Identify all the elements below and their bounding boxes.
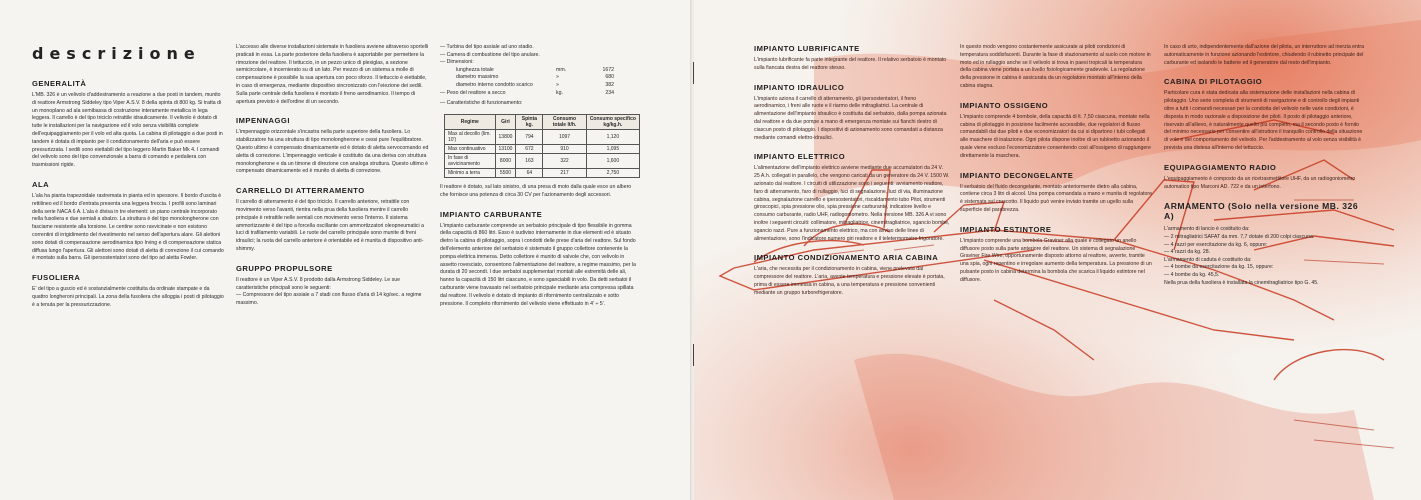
dim-value: 1672 xyxy=(602,66,614,73)
lubrificante-text: L'impianto lubrificante fa parte integrante del reattore. Il relativo serbatoio è montato sulla fiancata destra del reattore stesso. xyxy=(754,57,947,71)
dim-value: 680 xyxy=(605,74,614,81)
left-column-3 xyxy=(440,44,640,308)
right-column-3 xyxy=(1164,44,1366,287)
peso-value: 234 xyxy=(605,89,614,96)
dim-value: 382 xyxy=(605,81,614,88)
page-title: descrizione xyxy=(32,44,201,63)
cabin-conditions-text: In questo modo vengono costantemente assicurate ai piloti condizioni di temperatura soddisfacenti. Durante la fase di stazionamento al suolo con motore in moto ed in rullaggio anche se il velivolo si trova in paesi tropicali la temperatura della cabina viene portata a un livello fisiologicamente gradevole. La regolazione della pressione in cabina è assicurata da un regolatore montato all'interno della cabina stagna. xyxy=(960,44,1151,89)
table-row xyxy=(445,153,640,168)
left-column-2 xyxy=(236,44,430,308)
dim-unit: » xyxy=(556,74,559,81)
impennaggi-heading: IMPENNAGGI xyxy=(236,116,290,126)
idraulico-text: L'impianto aziona il carrello di atterramento, gli ipersostentatori, il freno aerodinamico, i freni alle ruote e il riarmo delle mitragliatrici. La centrale di alimentazione dell'impianto idraulico è costituita dal serbatoio, dalla pompa azionata dal reattore e da due pompe a mano di emergenza montate sui fianchi destro di ciascun posto di pilotaggio. I dispositivi di azionamento sono comandati a distanza mediante comandi elettro-idraulici. xyxy=(754,95,947,141)
crash-switch-text: In caso di urto, indipendentemente dall'azione del pilota, un interruttore ad inerzia entra automaticamente in funzione azionando l'estintore, chiudendo il rubinetto principale del carburante ed isolando le batterie ed il generatore dal resto dell'impianto. xyxy=(1164,44,1364,66)
ala-text: L'ala ha pianta trapezoidale rastremata in pianta ed in spessore. Il bordo d'uscita è rettilineo ed il bordo d'entrata presenta una leggera freccia. I profili sono laminari della serie NACA 6 A. L'ala è divisa in tre elementi: un piano centrale incorporato nella fusoliera e due semiali a sbalzo. La struttura è del tipo monolongherone con fasciame resistente alla torsione. Le centine sono ravvicinate e non esistono correntini di irrigidimento del rivestimento nel senso dell'apertura alare. Gli alettoni sono dotati di compensazione aerodinamica tipo Irving e di compensazione statica diffusa lungo l'apertura. Gli alettoni sono dotati di aletta di correzione il cui comando è montato sulla barra. Gli ipersostentatori sono del tipo ad aletta Fowler. xyxy=(32,192,224,262)
condizionamento-heading: IMPIANTO CONDIZIONAMENTO ARIA CABINA xyxy=(754,253,939,263)
accesso-text: L'accesso alle diverse installazioni sistemate in fusoliera avviene attraverso sportelli praticati in essa. La parte posteriore della fusoliera è asportabile per permettere la rimozione del reattore. Il tettuccio, in un pezzo unico di plexiglas, a sezione semicircolare, è incernierato su di un lato. Per mezzo di un sistema a molle di compensazione è possibile la sua apertura con poco sforzo. Il tettuccio è eiettabile, in caso di emergenza, mediante dispositivo sincronizzato con l'eiezione dei sedili. Sulla parte centrale della fusoliera è montato il freno aerodinamico. Il tempo di apertura previsto è dell'ordine di un secondo. xyxy=(236,44,429,105)
armamento-line: — 4 razzi per esercitazione da kg. 6, oppure: xyxy=(1164,241,1268,248)
table-cell: 672 xyxy=(516,144,543,153)
radio-text: L'equipaggiamento è composto da un ricetrasmettitore UHF, da un radiogoniometro automatico tipo Marconi AD. 722 e da un interfono. xyxy=(1164,175,1356,190)
idraulico-heading: IMPIANTO IDRAULICO xyxy=(754,82,845,92)
carrello-text: Il carrello di atterramento è del tipo triciclo. Il carrello anteriore, retrattile con movimento verso l'avanti, rientra nella prua della fusoliera mentre il carrello principale è retrattile nelle semiali con movimento verso l'interno. Il sistema ammortizzante è del tipo a forcella oscillante con ammortizzatori oleopneumatici a luci di trafilamento variabili. Le ruote del carrello principale sono munite di freni idraulici; la ruota del carrello anteriore è orientabile ed è munita di dispositivo anti-shimmy. xyxy=(236,199,424,252)
turbina-bullet: — Turbina del tipo assiale ad uno stadio. xyxy=(440,44,534,50)
table-cell: 1,600 xyxy=(586,153,639,168)
decongelante-text: Il serbatoio del fluido decongelante, montato anteriormente dietro alla cabina, contiene circa 3 litri di alcool. Una pompa comandata a mano e munita di regolatore è sistemata sul cruscotto. Il liquido può venire inviato tramite un ugello sulla superficie del parabrezza. xyxy=(960,183,1153,213)
table-header: Consumo totale lt/h. xyxy=(543,114,586,129)
dim-label: diametro massimo xyxy=(456,74,499,81)
dim-unit: » xyxy=(556,81,559,88)
table-header: Giri xyxy=(495,114,516,129)
propulsore-text: Il reattore è un Viper A.S.V. 8 prodotto dalla Armstrong Siddeley. Le sue caratteristiche principali sono le seguenti: xyxy=(236,276,400,291)
reattore-text: Il reattore è dotato, sul lato sinistro, di una presa di moto dalla quale esce un albero che fornisce una potenza di circa 30 CV per l'azionamento degli accessori. xyxy=(440,183,632,198)
table-row xyxy=(445,144,640,153)
estintore-text: L'impianto comprende una bombola Graviner alla quale è collegato un anello diffusore posto sulla parte anteriore del reattore. Un sistema di segnalazione Graviner Fire Wire, opportunamente disposto attorno al reattore, avverte, tramite una spia, ogni repentino e irregolare aumento della temperatura. La pressione di un pulsante posto in cabina determina la bombola che scarica il liquido estintore nel diffusore. xyxy=(960,237,1152,283)
table-cell: Max al decollo (lim. 10') xyxy=(445,129,496,144)
fusoliera-heading: FUSOLIERA xyxy=(32,273,81,283)
dimensions-list xyxy=(456,67,640,90)
table-cell: 2,750 xyxy=(586,168,639,177)
dim-unit: mm. xyxy=(556,66,567,73)
generalita-heading: GENERALITÀ xyxy=(32,79,87,88)
ala-heading: ALA xyxy=(32,179,50,189)
carburante-heading: IMPIANTO CARBURANTE xyxy=(440,209,543,219)
right-column-1 xyxy=(754,44,950,298)
table-header: Consumo specifico kg/kg.h. xyxy=(586,114,639,129)
right-column-2 xyxy=(960,44,1154,285)
radio-heading: EQUIPAGGIAMENTO RADIO xyxy=(1164,162,1277,172)
table-cell: 794 xyxy=(516,129,543,144)
table-cell: In fase di avvicinamento xyxy=(445,153,496,168)
elettrico-text: L'alimentazione dell'impianto elettrico avviene mediante due accumulatori da 24 V. 25 A.h. collegati in parallelo, che vengono caricati da un generatore da 24 V. 1500 W. azionato dal reattore. I circuiti di utilizzazione sono i seguenti: avviamento reattore, faro di atterramento, faro di rullaggio, luci di segnalazione, luci di via, illuminazione cabina, segnalazione carrello e ipersostentatori, riscaldamento tubo Pitot, strumenti giroscopici, spia pressione olio, spia pressione carburante, indicatore livello e consumo carburante, radio UHF, radiogoniometro. Nella versione MB. 326 A vi sono inoltre i seguenti circuiti: collimatore, mitragliatrice, cinemitragliatrice, sgancio bombe, sgancio razzi. Pure a funzionamento elettrico, ma con avviso delle linee di alimentazione, sono l'indicatore numero giri reattore e il teletermometro frigoratore. xyxy=(754,165,950,242)
condizionamento-text: L'aria, che necessita per il condizionamento in cabina, viene prelevata dal compressore del reattore. L'aria, avente temperatura e pressione elevate è portata, prima di essere immessa in cabina, a una temperatura e pressione convenienti mediante un gruppo turborefrigeratore. xyxy=(754,266,945,296)
armamento-line: — 4 razzi da kg. 28. xyxy=(1164,249,1211,256)
cabina-heading: CABINA DI PILOTAGGIO xyxy=(1164,77,1263,87)
peso-unit: kg. xyxy=(556,89,563,96)
table-cell: 1,120 xyxy=(586,129,639,144)
caratteristiche-bullet: — Caratteristiche di funzionamento: xyxy=(440,100,523,107)
left-column-1 xyxy=(32,0,224,310)
table-cell: 163 xyxy=(516,153,543,168)
generalita-text: L'MB. 326 è un velivolo d'addestramento a reazione a due posti in tandem, munito di reattore Armstrong Siddeley tipo Viper A.S.V. 8 della spinta di 800 kg. Si tratta di un monoplano ad ala semibassa di costruzione interamente metallica in lega leggera. Il carrello è del tipo triciclo retrattile idraulicamente. Il velivolo è dotato di tutte le installazioni per la navigazione ed il volo senza visibilità complete dell'equipaggiamento per il volo ed alta quota. La cabina di pilotaggio a due posti in tandem è dotata di impianto per il condizionamento dell'aria e può essere pressurizzata. I sedili sono eiettabili del tipo leggero Martin Baker Mk 4. I comandi del velivolo sono del tipo convenzionale a barra di comando e pedaliera con trasmissioni rigide. xyxy=(32,92,223,169)
armamento-line: — 4 bombe da kg. 45,5. xyxy=(1164,271,1220,278)
ossigeno-heading: IMPIANTO OSSIGENO xyxy=(960,100,1049,110)
table-header-row xyxy=(445,114,640,129)
armamento-heading: ARMAMENTO (Solo nella versione MB. 326 A) xyxy=(1164,201,1359,222)
impennaggi-text: L'impennaggio orizzontale s'incastra nella parte superiore della fusoliera. Lo stabilizzatore ha una struttura di tipo monolongherone e cessi pure l'equilibratore. Questo ultimo è compensato dinamicamente ed è dotato di aletta servocomando ed aletta di correzione. L'impennaggio verticale è costituito da una deriva con struttura monolongherone e da un timone di direzione con analoga struttura. Questo ultimo è compensato dinamicamente ed è munito di aletta di correzione. xyxy=(236,129,429,175)
carrello-heading: CARRELLO DI ATTERRAMENTO xyxy=(236,186,365,196)
table-cell: 5500 xyxy=(495,168,516,177)
table-row xyxy=(445,168,640,177)
cabina-text: Particolare cura è stata dedicata alla sistemazione delle installazioni nella cabina di pilotaggio. Uno serie completa di strumenti di navigazione e di controllo degli impianti oltre a tutti i comandi necessari per la condotta del velivolo nelle varie condizioni, è disposta in modo razionale a disposizione dei piloti. Il posto di pilotaggio anteriore, riservato all'allievo, è naturalmente quello più completo, ma il secondo posto è fornito del minimo necessario per consentire all'istruttore il tranquillo controllo della situazione di volo e del comportamento del velivolo. Per l'addestramento al volo senza visibilità è prevista una distesa all'interno del tettuccio. xyxy=(1164,90,1363,151)
left-page xyxy=(0,0,692,500)
decongelante-heading: IMPIANTO DECONGELANTE xyxy=(960,170,1074,180)
table-cell: 910 xyxy=(543,144,586,153)
table-header: Regime xyxy=(445,114,496,129)
table-cell: Minimo a terra xyxy=(445,168,496,177)
estintore-heading: IMPIANTO ESTINTORE xyxy=(960,224,1052,234)
ossigeno-text: L'impianto comprende 4 bombole, della capacità di lt. 7,50 ciascuna, montate nella cabina di pilotaggio in posizione facilmente accessibile, due regolatori di flusso comandabili dai due piloti e due economizzatori da cui si dipartono i tubi collegati alle maschere di inalazione. Ogni pilota dispone inoltre di un rubinetto azionando il quale viene escluso l'economizzatore consentendo così all'ossigeno di raggiungere direttamente la maschera. xyxy=(960,113,1151,159)
peso-label: — Peso del reattore a secco xyxy=(440,89,506,96)
propulsore-heading: GRUPPO PROPULSORE xyxy=(236,263,333,273)
camera-bullet: — Camera di combustione del tipo anulare. xyxy=(440,51,540,58)
fusoliera-text: E' del tipo a guscio ed è sostanzialmente costituita da ordinate stampate e da quattro longheroni principali. La zona della fusoliera che alloggia i posti di pilotaggio è a tenuta per la pressurizzazione. xyxy=(32,286,224,308)
table-cell: 64 xyxy=(516,168,543,177)
armamento-line: L'armamento di lancio è costituito da: xyxy=(1164,226,1250,233)
propulsore-bullet: — Compressore del tipo assiale a 7 stadi con flusso d'aria di 14 kg/sec. a regime massimo. xyxy=(236,292,422,307)
performance-table xyxy=(444,114,640,178)
table-cell: 322 xyxy=(543,153,586,168)
armamento-line: Nella prua della fusoliera è installata la cinemitragliatrice tipo G. 45. xyxy=(1164,279,1319,286)
table-cell: 217 xyxy=(543,168,586,177)
table-header: Spinta kg. xyxy=(516,114,543,129)
lubrificante-heading: IMPIANTO LUBRIFICANTE xyxy=(754,44,860,53)
dimensioni-bullet: — Dimensioni: xyxy=(440,59,474,66)
dim-label: diametro interno condotto scarico xyxy=(456,81,533,88)
armamento-line: — 4 bombe da esercitazione da kg. 15, oppure: xyxy=(1164,264,1274,271)
dim-label: lunghezza totale xyxy=(456,66,494,73)
armamento-line: L'armamento di caduta è costituito da: xyxy=(1164,256,1252,263)
elettrico-heading: IMPIANTO ELETTRICO xyxy=(754,152,846,162)
armamento-line: — 2 mitragliatrici SAFAT da mm. 7,7 dotate di 200 colpi ciascuna. xyxy=(1164,233,1315,240)
table-cell: 8000 xyxy=(495,153,516,168)
table-cell: 13100 xyxy=(495,144,516,153)
table-cell: Max continuativo xyxy=(445,144,496,153)
peso-row xyxy=(440,90,640,98)
right-page xyxy=(694,0,1421,500)
table-cell: 1,095 xyxy=(586,144,639,153)
table-cell: 13800 xyxy=(495,129,516,144)
table-cell: 1097 xyxy=(543,129,586,144)
table-row xyxy=(445,129,640,144)
carburante-text: L'impianto carburante comprende un serbatoio principale di tipo flessibile in gomma della capacità di 860 litri. Esso è sudiviso internamente in due elementi ed è situato dietro la cabina di pilotaggio, sopra i condotti delle prese d'aria del reattore. Sul fondo dell'elemento anteriore del serbatoio è sistemato il gruppo collettore contenente la pompa elettrica immersa. Detto collettore è munito di valvole che, con velivolo in assetto rovesciato, consentono l'alimentazione del reattore, a regime massimo, per la durata di 20 secondi. I due serbatoi supplementari montati alle estremità delle ali, hanno la capacità di 150 litri ciascuno, e sono sganciabili in volo. Da detti serbatoi il carburante viene travasato nel serbatoio principale mediante aria compressa spillata dal reattore. Il velivolo è dotato di impianto di rifornimento centralizzato e sotto pressione. Il completo rifornimento del velivolo viene effettuato in 4' ÷ 5'. xyxy=(440,222,636,307)
